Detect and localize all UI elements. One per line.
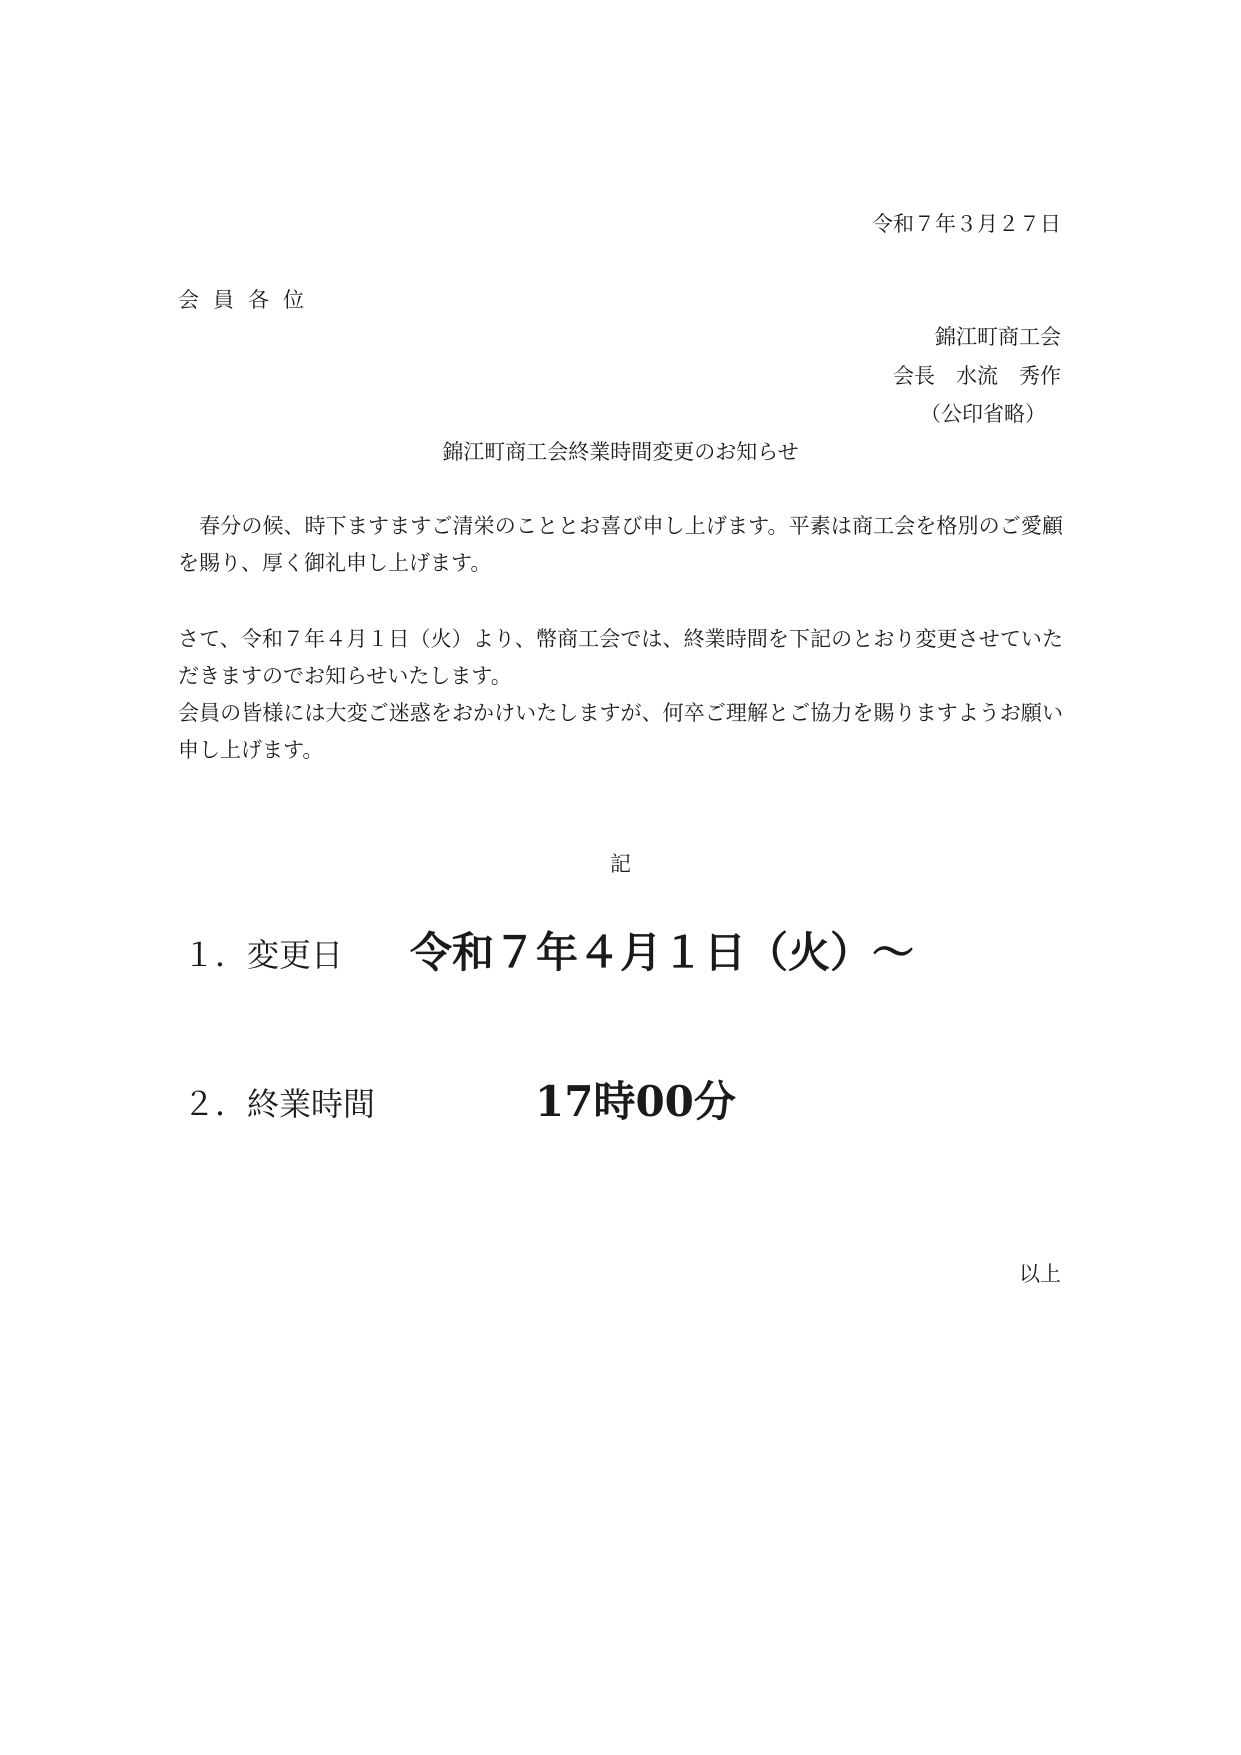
sender-organization: 錦江町商工会 [935,325,1061,349]
sender-president: 会長 水流 秀作 [893,364,1061,388]
item-closing-time-label: ２．終業時間 [183,1085,376,1123]
item-change-date-value: 令和７年４月１日（火）～ [410,928,915,977]
document-date: 令和７年３月２７日 [872,212,1061,236]
greeting-paragraph: 春分の候、時下ますますご清栄のこととお喜び申し上げます。平素は商工会を格別のご愛顧を賜り、厚く御礼申し上げます。 [178,514,1063,575]
seal-note: （公印省略） [920,402,1046,426]
closing-remark: 以上 [1019,1262,1061,1286]
notice-paragraph: さて、令和７年４月１日（火）より、幣商工会では、終業時間を下記のとおり変更させていただきますのでお知らせいたします。 [178,627,1063,688]
document-subject: 錦江町商工会終業時間変更のお知らせ [442,440,799,464]
item-closing-time-value: 17時00分 [535,1077,736,1126]
notice-body [178,621,1063,769]
addressee: 会員各位 [178,288,318,312]
ki-heading: 記 [610,852,631,876]
item-change-date-label: １．変更日 [183,936,344,974]
apology-paragraph: 会員の皆様には大変ご迷惑をおかけいたしますが、何卒ご理解とご協力を賜りますようお願い申し上げます。 [178,701,1063,762]
